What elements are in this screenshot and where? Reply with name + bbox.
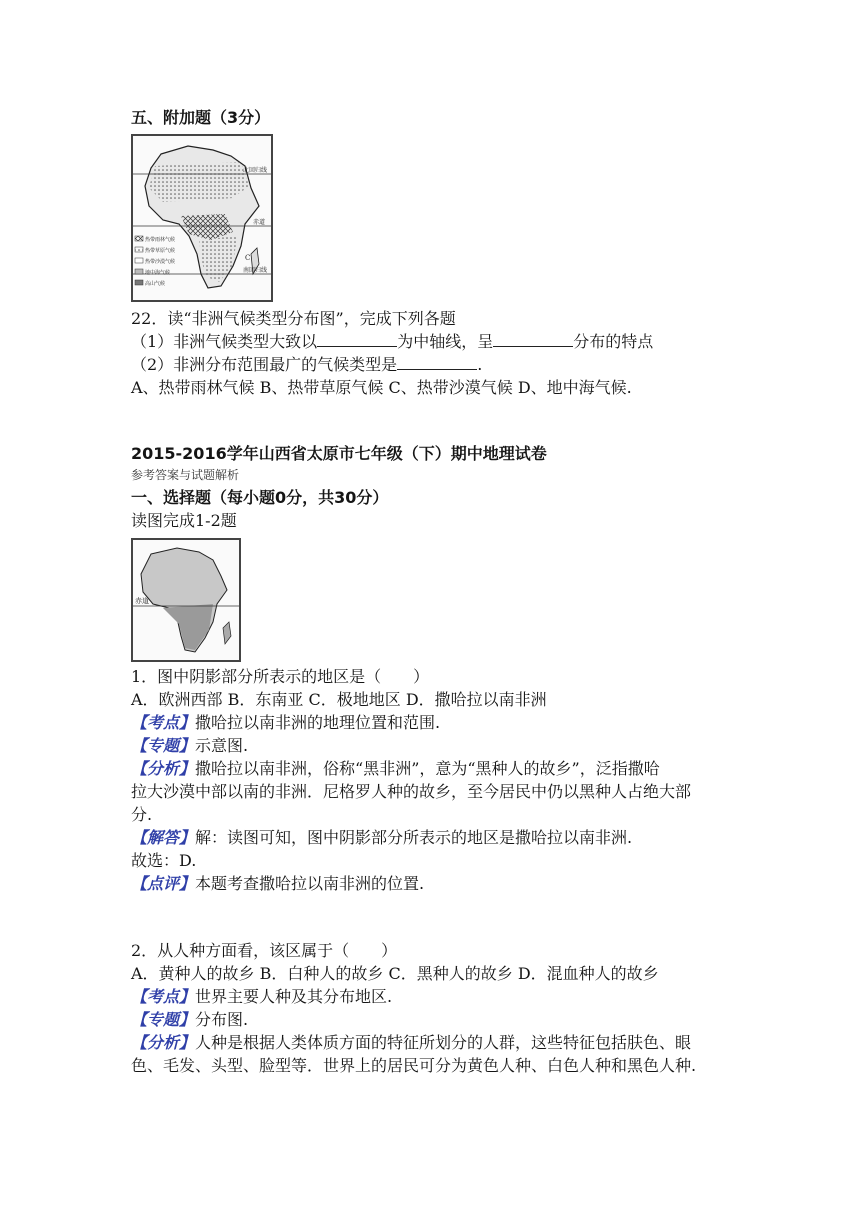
q1-fenxi-line2: 拉大沙漠中部以南的非洲．尼格罗人种的故乡，至今居民中仍以黑种人占绝大部 xyxy=(131,782,692,801)
dianping-tag: 【点评】 xyxy=(131,874,196,893)
map-letter-c: C xyxy=(245,254,251,262)
q2-stem: 2．从人种方面看，该区属于（ ） xyxy=(131,941,398,960)
intro-text: 读图完成1-2题 xyxy=(131,511,237,530)
jieda-tag: 【解答】 xyxy=(131,828,196,847)
q1-fenxi xyxy=(131,758,660,780)
legend-desert: 热带沙漠气候 xyxy=(145,259,176,265)
q1-fenxi-line3: 分. xyxy=(131,805,153,824)
map2-equator-label: 赤道 xyxy=(135,597,149,605)
q1-zhuanti xyxy=(131,735,248,757)
q1-stem: 1．图中阴影部分所表示的地区是（ ） xyxy=(131,667,430,686)
q1-jieda xyxy=(131,827,632,849)
q2-kaodian-tag: 【考点】 xyxy=(131,987,196,1006)
zhuanti-tag: 【专题】 xyxy=(131,736,196,755)
q1-dianping xyxy=(131,873,424,895)
q2-zhuanti-text: 分布图. xyxy=(195,1010,249,1029)
section1-heading: 一、选择题（每小题0分，共30分） xyxy=(131,488,389,507)
answer-blank-1[interactable] xyxy=(317,332,397,347)
q2-zhuanti xyxy=(131,1009,248,1031)
fenxi-line1: 撒哈拉以南非洲，俗称“黑非洲”，意为“黑种人的故乡”，泛指撒哈 xyxy=(195,759,660,778)
kaodian-text: 撒哈拉以南非洲的地理位置和范围. xyxy=(195,713,441,732)
q2-fenxi-tag: 【分析】 xyxy=(131,1033,196,1052)
legend-savanna: 热带草原气候 xyxy=(145,248,176,254)
q2-fenxi xyxy=(131,1032,691,1054)
q2-zhuanti-tag: 【专题】 xyxy=(131,1010,196,1029)
answer-doc-subtitle: 参考答案与试题解析 xyxy=(131,468,240,482)
q1-kaodian xyxy=(131,712,440,734)
zhuanti-text: 示意图. xyxy=(195,736,249,755)
section-heading-additional: 五、附加题（3分） xyxy=(131,108,271,127)
answer-doc-title: 2015-2016学年山西省太原市七年级（下）期中地理试卷 xyxy=(131,444,547,463)
answer-blank-2[interactable] xyxy=(493,332,573,347)
q2-options: A．黄种人的故乡 B．白种人的故乡 C．黑种人的故乡 D．混血种人的故乡 xyxy=(131,964,659,983)
legend-rainforest: 热带雨林气候 xyxy=(145,237,176,243)
dianping-text: 本题考查撒哈拉以南非洲的位置. xyxy=(195,874,425,893)
q22-part2-a: （2）非洲分布范围最广的气候类型是 xyxy=(131,355,398,374)
equator-label: 赤道 xyxy=(253,219,266,226)
jieda-text: 解：读图可知，图中阴影部分所表示的地区是撒哈拉以南非洲. xyxy=(195,828,633,847)
q22-stem: 22．读“非洲气候类型分布图”，完成下列各题 xyxy=(131,309,456,328)
q22-part1-b: 为中轴线，呈 xyxy=(397,332,494,351)
africa-climate-map xyxy=(131,134,273,302)
legend-highland: 高山气候 xyxy=(145,281,166,287)
q2-kaodian-text: 世界主要人种及其分布地区. xyxy=(195,987,393,1006)
q2-fenxi-line2: 色、毛发、头型、脸型等．世界上的居民可分为黄色人种、白色人种和黑色人种. xyxy=(131,1056,697,1075)
q22-part2-b: . xyxy=(477,355,483,374)
q22-part1-c: 分布的特点 xyxy=(573,332,654,351)
q2-kaodian xyxy=(131,986,392,1008)
africa-shaded-map xyxy=(131,538,241,662)
answer-blank-3[interactable] xyxy=(397,355,477,370)
q22-part1 xyxy=(131,331,653,353)
fenxi-tag: 【分析】 xyxy=(131,759,196,778)
tropic-south-label: 南回归线 xyxy=(243,267,268,274)
q2-fenxi-line1: 人种是根据人类体质方面的特征所划分的人群，这些特征包括肤色、眼 xyxy=(195,1033,692,1052)
q22-part1-a: （1）非洲气候类型大致以 xyxy=(131,332,318,351)
kaodian-tag: 【考点】 xyxy=(131,713,196,732)
tropic-north-label: 北回归线 xyxy=(243,167,268,174)
q1-choice: 故选：D. xyxy=(131,851,197,870)
q1-options: A．欧洲西部 B．东南亚 C．极地地区 D．撒哈拉以南非洲 xyxy=(131,690,547,709)
q22-part2 xyxy=(131,354,482,376)
q22-options: A、热带雨林气候 B、热带草原气候 C、热带沙漠气候 D、地中海气候. xyxy=(131,378,632,397)
legend-mediterranean: 地中海气候 xyxy=(145,270,171,276)
